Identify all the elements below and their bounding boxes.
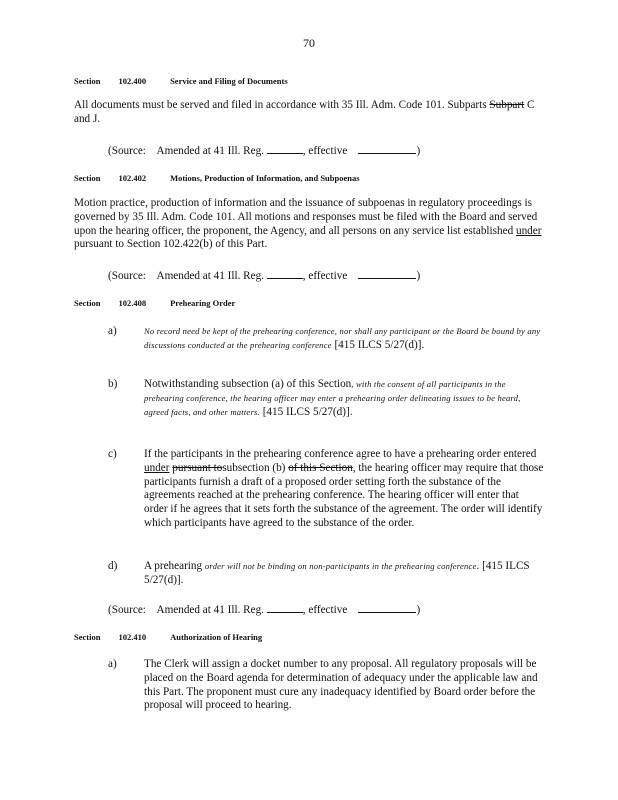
blank-line [358,602,416,613]
section-title: Service and Filing of Documents [170,76,288,86]
section-heading-102-408 [74,298,235,308]
source-note-102-408: (Source: Amended at 41 Ill. Reg. , effective ) [108,604,421,616]
statutory-quote: No record need be kept of the prehearing conference, nor shall any participant or the Board be bound by any discussions conducted at the prehearing conference [144,326,541,350]
section-title: Authorization of Hearing [170,632,263,642]
section-label: Section [74,298,101,308]
subsection-label: d) [108,560,118,572]
source-note-102-402: (Source: Amended at 41 Ill. Reg. , effective ) [108,270,421,282]
subsection-label: a) [108,658,117,670]
section-label: Section [74,76,101,86]
page-number: 70 [303,36,315,50]
struck-text: of this Section [288,461,353,474]
citation: . [415 ILCS 5/27(d)]. [144,560,530,586]
citation: [415 ILCS 5/27(d)]. [334,338,425,351]
statutory-quote: , with the consent of all participants in the prehearing conference, the hearing officer may enter a prehearing order delineating issues to be heard, agreed facts, and other matters. [144,379,521,417]
subsection-label: b) [108,378,118,390]
subsection-label: a) [108,325,117,337]
underlined-text: under [144,461,170,474]
blank-line [267,602,303,613]
underlined-text: under [515,224,542,237]
section-number: 102.400 [118,76,147,86]
citation: [415 ILCS 5/27(d)]. [262,405,353,418]
section-title: Motions, Production of Information, and Subpoenas [170,173,360,183]
blank-line [267,268,303,279]
subsection-label: c) [108,448,117,460]
section-title: Prehearing Order [170,298,236,308]
section-label: Section [74,632,101,642]
section-number: 102.402 [118,173,147,183]
section-body-102-400: All documents must be served and filed in accordance with 35 Ill. Adm. Code 101. Subparts Subpart C and J. [74,99,535,125]
struck-text: Subpart [489,99,525,111]
section-number: 102.408 [118,298,147,308]
section-heading-102-410 [74,632,262,642]
subsection-text: The Clerk will assign a docket number to any proposal. All regulatory proposals will be placed on the Board agenda for determination of adequacy under the applicable law and this Part. The proponent must cure any inadequacy identified by Board order before the proposal will proceed to hearing. [144,658,538,712]
struck-text: pursuant to [172,461,223,474]
section-body-102-402: Motion practice, production of information and the issuance of subpoenas in regulatory proceedings is governed by 35 Ill. Adm. Code 101. All motions and responses must be filed with the Board and served upon the hearing officer, the proponent, the Agency, and all persons on any service list established under pursuant to Section 102.422(b) of this Part. [74,197,542,251]
section-number: 102.410 [118,632,147,642]
section-heading-102-402 [74,173,360,183]
source-note-102-400: (Source: Amended at 41 Ill. Reg. , effective ) [108,145,421,157]
statutory-quote: order will not be binding on non-participants in the prehearing conference [204,561,477,571]
blank-line [358,143,416,154]
section-label: Section [74,173,101,183]
section-heading-102-400 [74,76,288,86]
blank-line [267,143,303,154]
blank-line [358,268,416,279]
document-page: 70 Section 102.400 Service and Filing of Documents All documents must be served and filed in accordance with 35 Ill. Adm. Code 101. Subparts Subpart C and J. (Source: Amended at 41 Ill. Reg. , effective ) Section 102.402 Motions, Production of Information, and Subpoenas Motion practice, production of information and the issuance of subpoenas in regulatory proceedings is governed by 35 Ill. Adm. Code 101. All motions and responses must be filed with the Board and served upon the hearing officer, the proponent, the Agency, and all persons on any service list established under pursuant to Section 102.422(b) of this Part. (Source: Amended at 41 Ill. Reg. , effective ) Section 102.408 Prehearing Order a) No record need be kept of the prehearing conference, nor shall any participant or the Board be bound by any discussions conducted at the prehearing conference [415 ILCS 5/27(d)]. b) Notwithstanding subsection (a) of this Section, with the consent of all participants in the prehearing conference, the hearing officer may enter a prehearing order delineating issues to be heard, agreed facts, and other matters. [415 ILCS 5/27(d)]. c) If the participants in the prehearing conference agree to have a prehearing order entered under pursuant tosubsection (b) of this Section, the hearing officer may require that those participants furnish a draft of a proposed order setting forth the substance of the agreements reached at the prehearing conference. The hearing officer will enter that order if he agrees that it sets forth the substance of the agreement. The order will identify which participants have agreed to the substance of the order. d) A prehearing order will not be binding on non-participants in the prehearing conference. [415 ILCS 5/27(d)]. (Source: Amended at 41 Ill. Reg. , effective ) Section 102.410 Authorization of Hearing a) The Clerk will assign a docket number to any proposal. All regulatory proposals will be placed on the Board agenda for determination of adequacy under the applicable law and this Part. The proponent must cure any inadequacy identified by Board order before the proposal will proceed to hearing. [0,0,618,800]
